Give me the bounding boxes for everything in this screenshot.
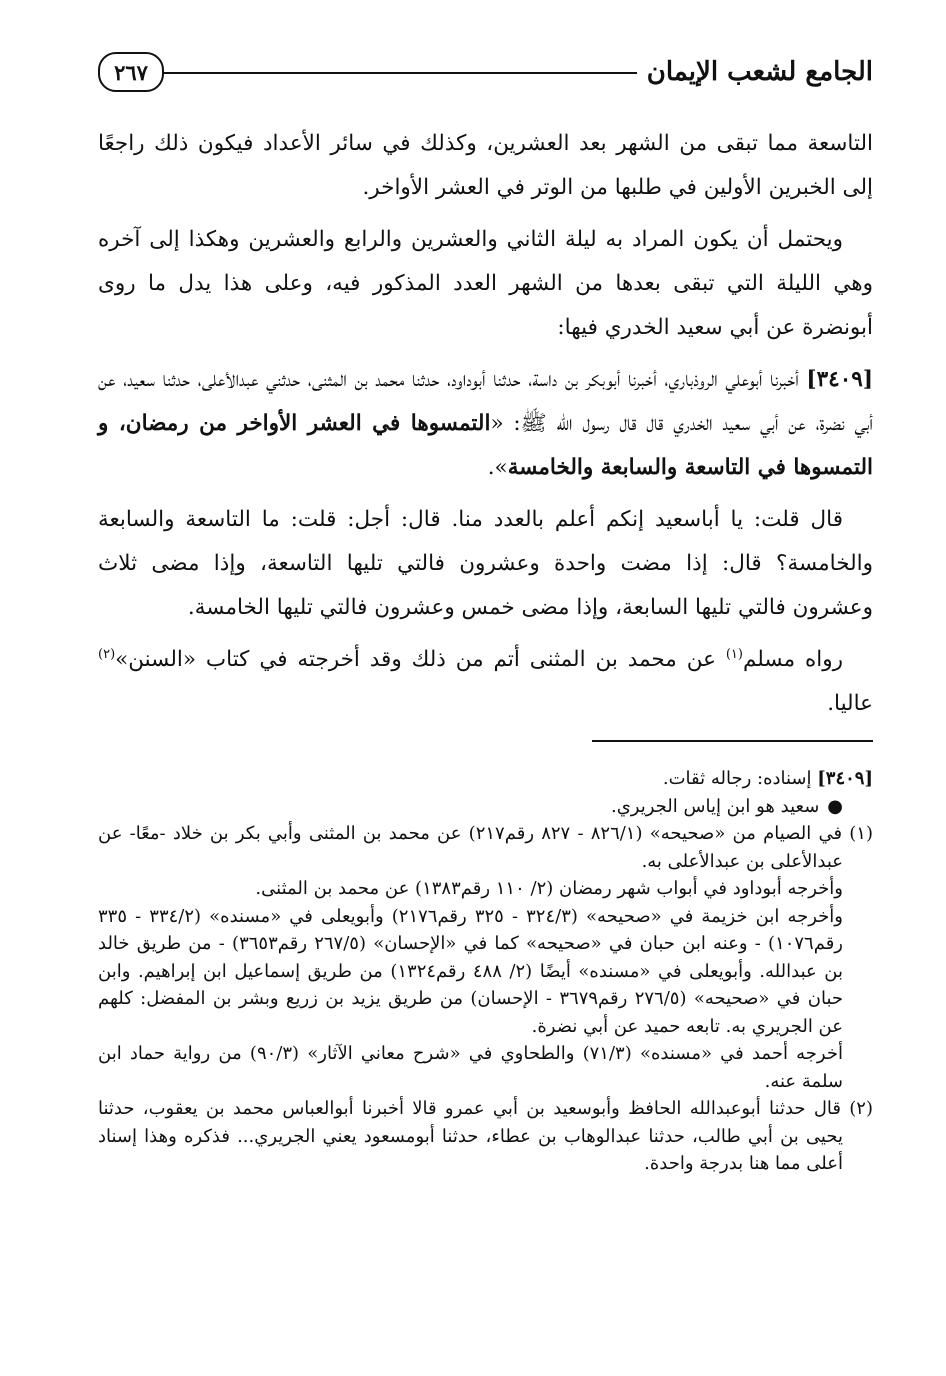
- footnote-bullet-text: سعيد هو ابن إياس الجريري.: [610, 795, 820, 817]
- paragraph-1: التاسعة مما تبقى من الشهر بعد العشرين، وكذلك في سائر الأعداد فيكون ذلك راجعًا إلى الخبرين الأولين في طلبها من الوتر في العشر الأواخر.: [98, 131, 873, 200]
- page-header: [98, 44, 873, 100]
- running-title: الجامع لشعب الإيمان: [646, 57, 873, 87]
- footnote-heading: [98, 765, 873, 793]
- page-number: ٢٦٧: [98, 52, 164, 92]
- footnote-ref-1: (١): [725, 646, 743, 662]
- hadith-number: [٣٤٠٩]: [806, 367, 873, 392]
- narration-end: عاليا.: [827, 691, 873, 716]
- footnote-hadith-number: [٣٤٠٩]: [817, 768, 873, 789]
- bullet-icon: ●: [827, 795, 843, 817]
- paragraph-4: قال قلت: يا أباسعيد إنكم أعلم بالعدد منا. قال: أجل: قلت: ما التاسعة والسابعة والخامسة؟ قال: إذا مضت واحدة وعشرون فالتي تليها التاسعة، وإذا مضى ثلاث وعشرون فالتي تليها السابعة، وإذا مضى خمس وعشرون فالتي تليها الخامسة.: [98, 507, 873, 620]
- footnote-separator: [592, 740, 873, 742]
- footnote-1-ahmad: أخرجه أحمد في «مسنده» (٧١/٣) والطحاوي في «شرح معاني الآثار» (٩٠/٣) من رواية حماد ابن سلمة عنه.: [98, 1043, 843, 1092]
- footnotes: [98, 765, 873, 1178]
- main-text: [98, 122, 873, 734]
- hadith-paragraph: [98, 358, 873, 490]
- paragraph-2: ويحتمل أن يكون المراد به ليلة الثاني والعشرين والرابع والعشرين وهكذا إلى آخره وهي الليلة التي تبقى بعدها من الشهر العدد المذكور فيه، وعلى هذا يدل ما روى أبونضرة عن أبي سعيد الخدري فيها:: [98, 227, 873, 340]
- hadith-quote: التمسوها في العشر الأواخر من رمضان، و التمسوها في التاسعة والسابعة والخامسة: [98, 411, 873, 480]
- paragraph-5: [98, 638, 873, 726]
- hadith-chain: أخبرنا أبوعلي الروذباري، أخبرنا أبوبكر بن داسة، حدثنا أبوداود، حدثنا محمد بن المثنى، حدثني عبدالأعلى، حدثنا سعيد، عن أبي نضرة، عن أبي سعيد الخدري قال قال رسول الله ﷺ: «: [98, 367, 873, 436]
- footnote-bullet: [98, 793, 873, 821]
- footnote-heading-text: إسناده: رجاله ثقات.: [662, 768, 812, 789]
- footnote-1-abu-dawud: وأخرجه أبوداود في أبواب شهر رمضان (٢/ ١١٠ رقم١٣٨٣) عن محمد بن المثنى.: [255, 878, 843, 899]
- footnote-1: (١) في الصيام من «صحيحه» (٨٢٦/١ - ٨٢٧ رقم٢١٧) عن محمد بن المثنى وأبي بكر بن خلاد -معًا- عن عبدالأعلى بن عبدالأعلى به.: [98, 823, 873, 872]
- hadith-quote-end: ».: [487, 455, 508, 480]
- header-rule: [164, 72, 637, 74]
- footnote-1-ibn-khuzaymah: وأخرجه ابن خزيمة في «صحيحه» (٣٢٤/٣ - ٣٢٥ رقم٢١٧٦) وأبويعلى في «مسنده» (٣٣٤/٢ - ٣٣٥ رقم١٠٧٦) - وعنه ابن حبان في «صحيحه» كما في «الإحسان» (٢٦٧/٥ رقم٣٦٥٣) - من طريق خالد بن عبدالله. وأبويعلى في «مسنده» أيضًا (٢/ ٤٨٨ رقم١٣٢٤) من طريق إسماعيل ابن إبراهيم. وابن حبان في «صحيحه» (٢٧٦/٥ رقم٣٦٧٩ - الإحسان) من طريق يزيد بن زريع وبشر بن المفضل: كلهم عن الجريري به. تابعه حميد عن أبي نضرة.: [98, 905, 844, 1037]
- footnote-2: (٢) قال حدثنا أبوعبدالله الحافظ وأبوسعيد بن أبي عمرو قالا أخبرنا أبوالعباس محمد بن يعقوب، حدثنا يحيى بن أبي طالب، حدثنا عبدالوهاب بن عطاء، حدثنا أبومسعود يعني الجريري... فذكره وهذا إسناد أعلى مما هنا بدرجة واحدة.: [98, 1098, 873, 1174]
- narration-start: رواه مسلم: [742, 647, 843, 672]
- narration-middle: عن محمد بن المثنى أتم من ذلك وقد أخرجته في كتاب «السنن»: [115, 647, 726, 672]
- footnote-ref-2: (٢): [98, 646, 116, 662]
